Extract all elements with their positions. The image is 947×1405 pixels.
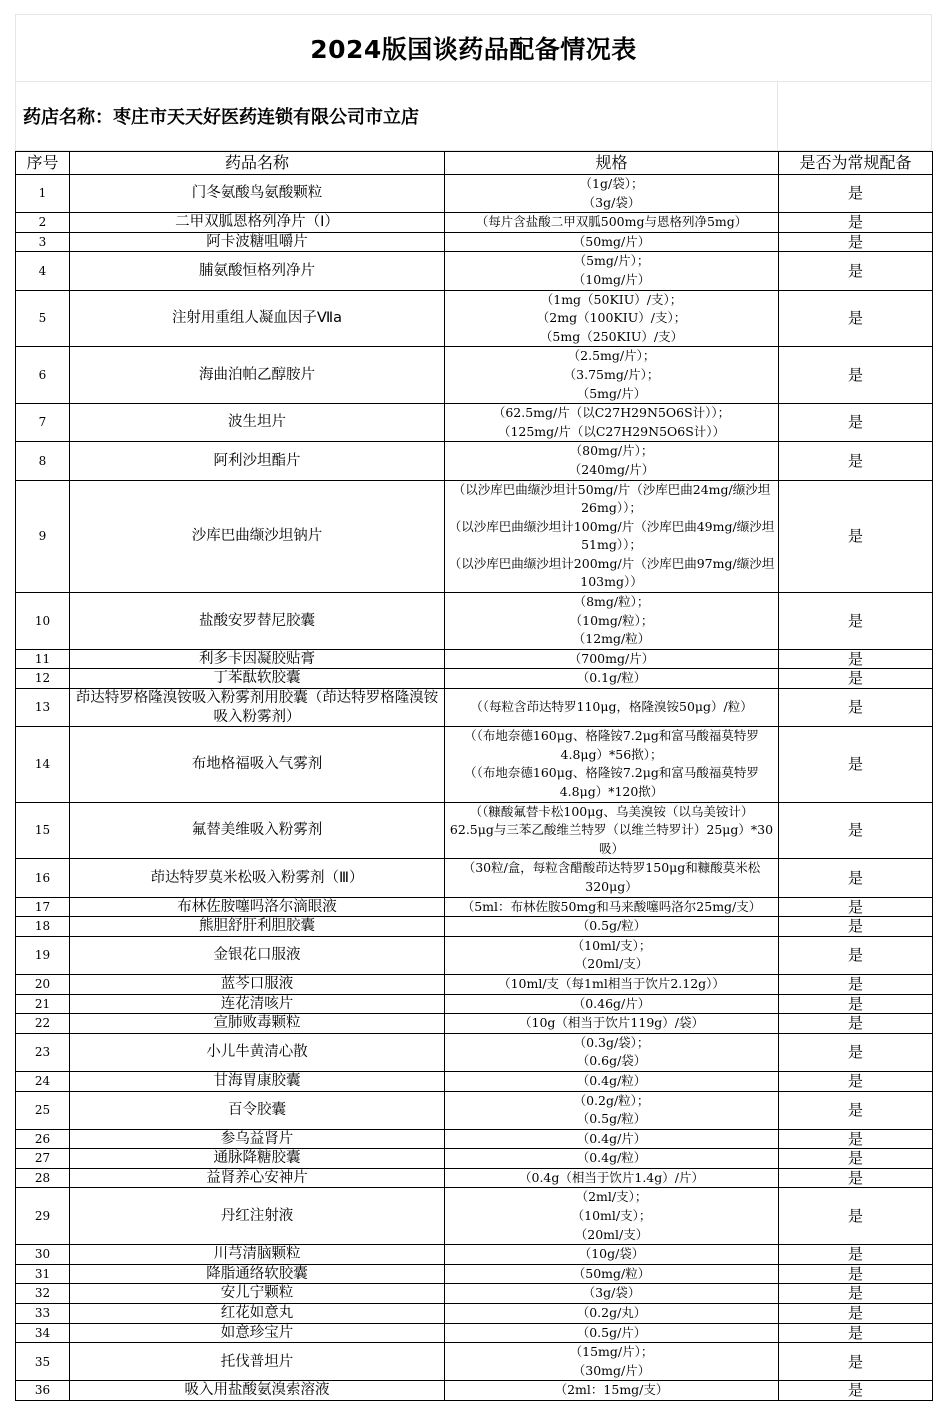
table-row: [16, 1381, 933, 1401]
page-title: 2024版国谈药品配备情况表: [310, 35, 637, 64]
regular-flag: 是: [779, 347, 933, 404]
table-row: [16, 859, 933, 897]
table-row: [16, 1091, 933, 1129]
row-no: 7: [16, 404, 70, 442]
drug-name: 阿卡波糖咀嚼片: [70, 232, 445, 252]
drug-spec: （0.1g/粒）: [445, 669, 779, 689]
row-no: 2: [16, 213, 70, 233]
regular-flag: 是: [779, 649, 933, 669]
row-no: 18: [16, 917, 70, 937]
table-row: [16, 232, 933, 252]
drug-name: 茚达特罗莫米松吸入粉雾剂（Ⅲ）: [70, 859, 445, 897]
drug-spec: （0.5g/粒）: [445, 917, 779, 937]
regular-flag: 是: [779, 232, 933, 252]
drug-name: 益肾养心安神片: [70, 1168, 445, 1188]
row-no: 33: [16, 1304, 70, 1324]
table-row: [16, 404, 933, 442]
drug-name: 连花清咳片: [70, 994, 445, 1014]
regular-flag: 是: [779, 1129, 933, 1149]
regular-flag: 是: [779, 669, 933, 689]
table-row: [16, 649, 933, 669]
row-no: 22: [16, 1014, 70, 1034]
drug-name: 百令胶囊: [70, 1091, 445, 1129]
regular-flag: 是: [779, 689, 933, 727]
regular-flag: 是: [779, 1149, 933, 1169]
table-row: [16, 1343, 933, 1381]
regular-flag: 是: [779, 917, 933, 937]
regular-flag: 是: [779, 1188, 933, 1245]
row-no: 3: [16, 232, 70, 252]
table-row: [16, 727, 933, 802]
row-no: 14: [16, 727, 70, 802]
row-no: 4: [16, 252, 70, 290]
drug-name: 注射用重组人凝血因子Ⅶa: [70, 290, 445, 347]
table-row: [16, 802, 933, 859]
row-no: 36: [16, 1381, 70, 1401]
drug-spec: （15mg/片）； （30mg/片）: [445, 1343, 779, 1381]
drug-spec: （每片含盐酸二甲双胍500mg与恩格列净5mg）: [445, 213, 779, 233]
drug-name: 布地格福吸入气雾剂: [70, 727, 445, 802]
drug-spec: （5ml：布林佐胺50mg和马来酸噻吗洛尔25mg/支）: [445, 897, 779, 917]
table-row: [16, 669, 933, 689]
regular-flag: 是: [779, 480, 933, 593]
drug-spec: （50mg/片）: [445, 232, 779, 252]
regular-flag: 是: [779, 442, 933, 480]
drug-name: 布林佐胺噻吗洛尔滴眼液: [70, 897, 445, 917]
table-row: [16, 593, 933, 650]
regular-flag: 是: [779, 1091, 933, 1129]
regular-flag: 是: [779, 897, 933, 917]
regular-flag: 是: [779, 1304, 933, 1324]
drug-spec: （0.4g/粒）: [445, 1071, 779, 1091]
drug-name: 盐酸安罗替尼胶囊: [70, 593, 445, 650]
header-name: 药品名称: [70, 152, 445, 175]
table-row: [16, 1264, 933, 1284]
regular-flag: 是: [779, 404, 933, 442]
drug-name: 门冬氨酸鸟氨酸颗粒: [70, 175, 445, 213]
table-row: [16, 252, 933, 290]
regular-flag: 是: [779, 1323, 933, 1343]
row-no: 31: [16, 1264, 70, 1284]
drug-name: 甘海胃康胶囊: [70, 1071, 445, 1091]
store-row: [15, 81, 932, 151]
regular-flag: 是: [779, 1071, 933, 1091]
table-row: [16, 994, 933, 1014]
regular-flag: 是: [779, 727, 933, 802]
drug-spec: （2ml：15mg/支）: [445, 1381, 779, 1401]
row-no: 24: [16, 1071, 70, 1091]
drug-spec: （（每粒含茚达特罗110μg，格隆溴铵50μg）/粒）: [445, 689, 779, 727]
row-no: 19: [16, 936, 70, 974]
regular-flag: 是: [779, 252, 933, 290]
drug-spec: （1mg（50KIU）/支）； （2mg（100KIU）/支）； （5mg（250KIU）/支）: [445, 290, 779, 347]
drug-spec: （10g（相当于饮片119g）/袋）: [445, 1014, 779, 1034]
table-row: [16, 1168, 933, 1188]
header-no: 序号: [16, 152, 70, 175]
regular-flag: 是: [779, 1381, 933, 1401]
row-no: 30: [16, 1245, 70, 1265]
drug-spec: （0.5g/片）: [445, 1323, 779, 1343]
regular-flag: 是: [779, 1245, 933, 1265]
row-no: 21: [16, 994, 70, 1014]
drug-spec: （5mg/片）； （10mg/片）: [445, 252, 779, 290]
drug-name: 利多卡因凝胶贴膏: [70, 649, 445, 669]
row-no: 34: [16, 1323, 70, 1343]
drug-name: 二甲双胍恩格列净片（Ⅰ）: [70, 213, 445, 233]
drug-name: 金银花口服液: [70, 936, 445, 974]
row-no: 20: [16, 974, 70, 994]
drug-name: 脯氨酸恒格列净片: [70, 252, 445, 290]
row-no: 26: [16, 1129, 70, 1149]
table-row: [16, 213, 933, 233]
table-row: [16, 1245, 933, 1265]
row-no: 32: [16, 1284, 70, 1304]
drug-name: 宣肺败毒颗粒: [70, 1014, 445, 1034]
row-no: 13: [16, 689, 70, 727]
table-row: [16, 936, 933, 974]
drug-name: 红花如意丸: [70, 1304, 445, 1324]
regular-flag: 是: [779, 974, 933, 994]
regular-flag: 是: [779, 213, 933, 233]
regular-flag: 是: [779, 802, 933, 859]
table-row: [16, 480, 933, 593]
store-name: 药店名称：枣庄市天天好医药连锁有限公司市立店: [23, 107, 419, 128]
drug-name: 降脂通络软胶囊: [70, 1264, 445, 1284]
row-no: 8: [16, 442, 70, 480]
drug-name: 海曲泊帕乙醇胺片: [70, 347, 445, 404]
row-no: 11: [16, 649, 70, 669]
spreadsheet: [15, 14, 932, 1401]
row-no: 35: [16, 1343, 70, 1381]
table-row: [16, 1129, 933, 1149]
drug-spec: （30粒/盒，每粒含醋酸茚达特罗150μg和糠酸莫米松320μg）: [445, 859, 779, 897]
header-spec: 规格: [445, 152, 779, 175]
row-no: 9: [16, 480, 70, 593]
row-no: 5: [16, 290, 70, 347]
drug-spec: （2ml/支）； （10ml/支）； （20ml/支）: [445, 1188, 779, 1245]
row-no: 1: [16, 175, 70, 213]
table-row: [16, 1014, 933, 1034]
drug-name: 吸入用盐酸氨溴索溶液: [70, 1381, 445, 1401]
table-row: [16, 1188, 933, 1245]
row-no: 10: [16, 593, 70, 650]
drug-spec: （10g/袋）: [445, 1245, 779, 1265]
regular-flag: 是: [779, 994, 933, 1014]
regular-flag: 是: [779, 1343, 933, 1381]
table-row: [16, 175, 933, 213]
table-row: [16, 1304, 933, 1324]
regular-flag: 是: [779, 290, 933, 347]
row-no: 16: [16, 859, 70, 897]
table-row: [16, 1284, 933, 1304]
table-row: [16, 1323, 933, 1343]
drug-name: 波生坦片: [70, 404, 445, 442]
drug-name: 托伐普坦片: [70, 1343, 445, 1381]
regular-flag: 是: [779, 1168, 933, 1188]
drug-table: [15, 151, 933, 1401]
drug-name: 茚达特罗格隆溴铵吸入粉雾剂用胶囊（茚达特罗格隆溴铵吸入粉雾剂）: [70, 689, 445, 727]
regular-flag: 是: [779, 1264, 933, 1284]
title-row: [15, 14, 932, 81]
row-no: 23: [16, 1033, 70, 1071]
header-regular: 是否为常规配备: [779, 152, 933, 175]
regular-flag: 是: [779, 1033, 933, 1071]
drug-spec: （62.5mg/片（以C27H29N5O6S计））； （125mg/片（以C27H29N5O6S计））: [445, 404, 779, 442]
drug-spec: （8mg/粒）； （10mg/粒）； （12mg/粒）: [445, 593, 779, 650]
table-row: [16, 897, 933, 917]
drug-spec: （0.46g/片）: [445, 994, 779, 1014]
row-no: 12: [16, 669, 70, 689]
row-no: 27: [16, 1149, 70, 1169]
table-row: [16, 1071, 933, 1091]
drug-spec: （0.4g（相当于饮片1.4g）/片）: [445, 1168, 779, 1188]
drug-spec: （10ml/支）； （20ml/支）: [445, 936, 779, 974]
row-no: 15: [16, 802, 70, 859]
drug-spec: （2.5mg/片）； （3.75mg/片）； （5mg/片）: [445, 347, 779, 404]
drug-spec: （3g/袋）: [445, 1284, 779, 1304]
drug-name: 丹红注射液: [70, 1188, 445, 1245]
regular-flag: 是: [779, 1284, 933, 1304]
drug-name: 沙库巴曲缬沙坦钠片: [70, 480, 445, 593]
table-row: [16, 917, 933, 937]
table-row: [16, 1033, 933, 1071]
table-row: [16, 290, 933, 347]
drug-spec: （1g/袋）； （3g/袋）: [445, 175, 779, 213]
row-no: 29: [16, 1188, 70, 1245]
drug-spec: （0.4g/片）: [445, 1129, 779, 1149]
drug-spec: （0.2g/丸）: [445, 1304, 779, 1324]
row-no: 25: [16, 1091, 70, 1129]
row-no: 28: [16, 1168, 70, 1188]
drug-name: 通脉降糖胶囊: [70, 1149, 445, 1169]
regular-flag: 是: [779, 936, 933, 974]
regular-flag: 是: [779, 1014, 933, 1034]
drug-name: 熊胆舒肝利胆胶囊: [70, 917, 445, 937]
table-row: [16, 689, 933, 727]
drug-spec: （0.4g/粒）: [445, 1149, 779, 1169]
table-row: [16, 442, 933, 480]
drug-spec: （700mg/片）: [445, 649, 779, 669]
drug-name: 川芎清脑颗粒: [70, 1245, 445, 1265]
regular-flag: 是: [779, 175, 933, 213]
drug-spec: （0.3g/袋）； （0.6g/袋）: [445, 1033, 779, 1071]
drug-spec: （10ml/支（每1ml相当于饮片2.12g））: [445, 974, 779, 994]
drug-spec: （以沙库巴曲缬沙坦计50mg/片（沙库巴曲24mg/缬沙坦26mg））； （以沙库巴曲缬沙坦计100mg/片（沙库巴曲49mg/缬沙坦51mg））； （以沙库巴曲缬沙坦计200mg/片（沙库巴曲97mg/缬沙坦103mg））: [445, 480, 779, 593]
drug-name: 安儿宁颗粒: [70, 1284, 445, 1304]
drug-name: 丁苯酞软胶囊: [70, 669, 445, 689]
regular-flag: 是: [779, 593, 933, 650]
drug-spec: （（布地奈德160μg、格隆铵7.2μg和富马酸福莫特罗4.8μg）*56揿）； （（布地奈德160μg、格隆铵7.2μg和富马酸福莫特罗4.8μg）*120揿）: [445, 727, 779, 802]
table-row: [16, 974, 933, 994]
drug-name: 阿利沙坦酯片: [70, 442, 445, 480]
table-row: [16, 1149, 933, 1169]
table-header-row: [16, 152, 933, 175]
store-row-blank-cell: [777, 82, 931, 150]
drug-spec: （0.2g/粒）； （0.5g/粒）: [445, 1091, 779, 1129]
drug-spec: （（糠酸氟替卡松100μg、乌美溴铵（以乌美铵计）62.5μg与三苯乙酸维兰特罗（以维兰特罗计）25μg）*30吸）: [445, 802, 779, 859]
drug-name: 参乌益肾片: [70, 1129, 445, 1149]
drug-name: 氟替美维吸入粉雾剂: [70, 802, 445, 859]
table-row: [16, 347, 933, 404]
drug-name: 小儿牛黄清心散: [70, 1033, 445, 1071]
row-no: 17: [16, 897, 70, 917]
regular-flag: 是: [779, 859, 933, 897]
drug-spec: （80mg/片）； （240mg/片）: [445, 442, 779, 480]
drug-spec: （50mg/粒）: [445, 1264, 779, 1284]
drug-name: 蓝芩口服液: [70, 974, 445, 994]
drug-name: 如意珍宝片: [70, 1323, 445, 1343]
row-no: 6: [16, 347, 70, 404]
